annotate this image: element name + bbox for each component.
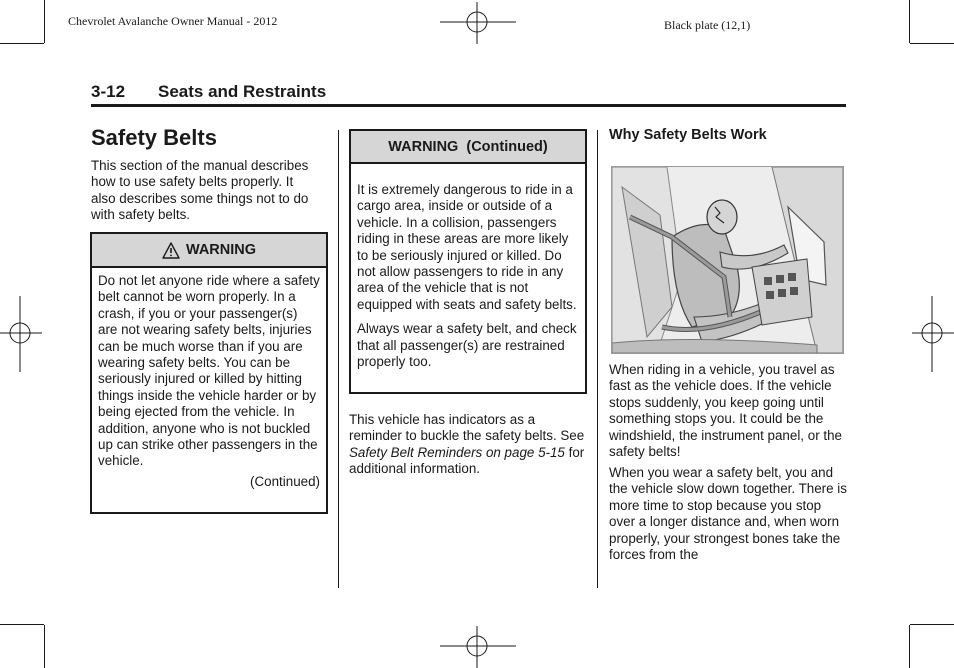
manual-title: Chevrolet Avalanche Owner Manual - 2012 [68,14,278,28]
indicator-paragraph [349,412,589,478]
warning-continued-para1: It is extremely dangerous to ride in a cargo area, inside or outside of a vehicle. In a collision, passengers riding in these areas are more likely to be seriously injured or killed. Do not allow passengers to ride in any area of the vehicle that is not equipped with seats and safety belts. [357,182,577,312]
warning-text: Do not let anyone ride where a safety belt cannot be worn properly. In a crash, if you or your passenger(s) are not wearing safety belts, injuries can be much worse than if you are wearing safety belts. You can be seriously injured or killed by hitting things inside the vehicle harder or by being ejected from the vehicle. In addition, anyone who is not buckled up can strike other passengers in the vehicle. [98,273,320,469]
registration-mark-left [0,296,42,372]
registration-mark-bottom [440,626,516,668]
warning-continued-body [351,164,585,370]
warning-title: WARNING [185,242,257,258]
section-title: Seats and Restraints [158,82,327,101]
crop-mark [909,625,910,668]
reminder-crossref-link[interactable]: Safety Belt Reminders on page 5-15 [349,444,565,460]
section-header [91,82,846,107]
crop-mark [0,43,44,44]
page-number: 3-12 [91,82,126,101]
intro-paragraph: This section of the manual describes how to use safety belts properly. It also describes some things not to do with safety belts. [91,158,309,223]
crop-mark [44,625,45,668]
column-divider [338,130,339,588]
warning-triangle-icon [162,242,180,259]
indicator-text-before: This vehicle has indicators as a reminder to buckle the safety belts. See [349,412,585,444]
why-belts-para1: When riding in a vehicle, you travel as fast as the vehicle does. If the vehicle stops suddenly, you keep going until something stops you. It could be the windshield, the instrument panel, or the safety belts! [609,362,842,460]
crop-mark [0,624,44,625]
warning-header [92,234,326,268]
occupant-crash-illustration [612,167,843,353]
crop-mark [910,624,954,625]
page-title: Safety Belts [91,125,217,150]
crop-mark [910,43,954,44]
why-belts-heading: Why Safety Belts Work [609,127,767,143]
plate-info: Black plate (12,1) [664,18,751,32]
warning-continued-header [351,131,585,164]
crop-mark [44,0,45,43]
warning-continued-title: WARNING (Continued) [388,138,548,155]
warning-continued-box [349,129,587,394]
continued-label: (Continued) [250,473,320,489]
indicator-text-after: for additional information. [349,444,585,477]
column-divider [597,130,598,588]
crop-mark [909,0,910,43]
warning-body [92,268,326,489]
warning-continued-para2: Always wear a safety belt, and check that all passenger(s) are restrained properly too. [357,321,577,370]
registration-mark-right [912,296,954,372]
registration-mark-top [440,2,516,44]
why-belts-para2: When you wear a safety belt, you and the vehicle slow down together. There is more time to stop because you stop over a longer distance and, when worn properly, your strongest bones take the forces from the [609,465,847,563]
warning-box [90,232,328,514]
safety-belt-illustration [611,166,844,354]
